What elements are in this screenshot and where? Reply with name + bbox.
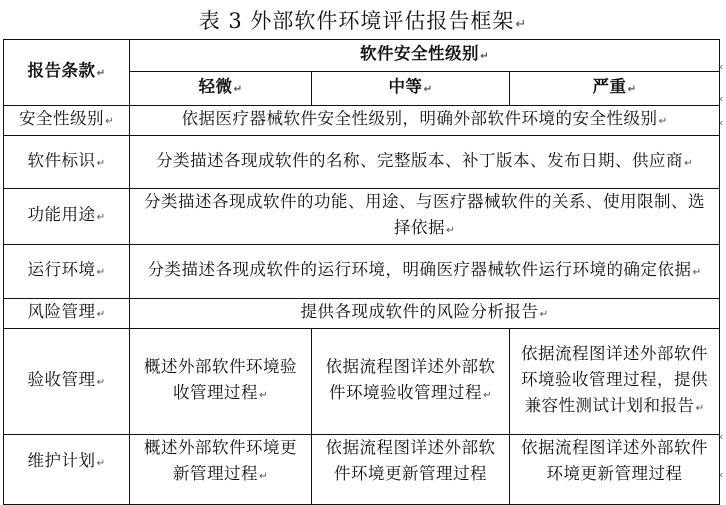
header-row (4, 40, 720, 72)
row-label: 安全性级别↵ (4, 106, 130, 136)
margin-mark-icon: ‹ (719, 468, 724, 481)
row-cell-moderate: 依据流程图详述外部软件环境更新管理过程 (312, 435, 510, 505)
table-row (4, 136, 720, 189)
row-cell-major: 依据流程图详述外部软件环境更新管理过程 (510, 435, 720, 505)
row-cell-major: 依据流程图详述外部软件环境验收管理过程，提供兼容性测试计划和报告↵ (510, 329, 720, 435)
row-content: 分类描述各现成软件的名称、完整版本、补丁版本、发布日期、供应商↵ (130, 136, 720, 189)
row-label: 软件标识↵ (4, 136, 130, 189)
caption-text: 表 3 外部软件环境评估报告框架 (198, 9, 515, 33)
margin-mark-icon: ‹ (719, 116, 724, 129)
row-label: 运行环境↵ (4, 245, 130, 299)
header-level-moderate: 中等↵ (312, 72, 510, 106)
margin-mark-icon: ‹ (719, 430, 724, 443)
table-row (4, 106, 720, 136)
row-content: 提供各现成软件的风险分析报告↵ (130, 299, 720, 329)
row-label: 功能用途↵ (4, 189, 130, 245)
row-cell-minor: 概述外部软件环境更新管理过程↵ (130, 435, 312, 505)
table-row (4, 435, 720, 505)
return-mark-icon: ↵ (515, 17, 528, 32)
row-content: 分类描述各现成软件的功能、用途、与医疗器械软件的关系、使用限制、选择依据↵ (130, 189, 720, 245)
table-row (4, 189, 720, 245)
header-safety-level: 软件安全性级别↵ (130, 40, 720, 72)
row-content: 分类描述各现成软件的运行环境，明确医疗器械软件运行环境的确定依据↵ (130, 245, 720, 299)
table-caption (0, 6, 726, 36)
margin-mark-icon: ‹ (719, 60, 724, 73)
row-cell-minor: 概述外部软件环境验收管理过程↵ (130, 329, 312, 435)
row-cell-moderate: 依据流程图详述外部软件环境验收管理过程↵ (312, 329, 510, 435)
row-label: 维护计划↵ (4, 435, 130, 505)
row-content: 依据医疗器械软件安全性级别，明确外部软件环境的安全性级别↵ (130, 106, 720, 136)
header-level-major: 严重↵ (510, 72, 720, 106)
table-row (4, 245, 720, 299)
margin-mark-icon: ‹ (719, 92, 724, 105)
report-framework-table (3, 39, 720, 505)
row-label: 验收管理↵ (4, 329, 130, 435)
table-row (4, 329, 720, 435)
table-row (4, 299, 720, 329)
row-label: 风险管理↵ (4, 299, 130, 329)
header-clause: 报告条款↵ (4, 40, 130, 106)
header-level-minor: 轻微↵ (130, 72, 312, 106)
